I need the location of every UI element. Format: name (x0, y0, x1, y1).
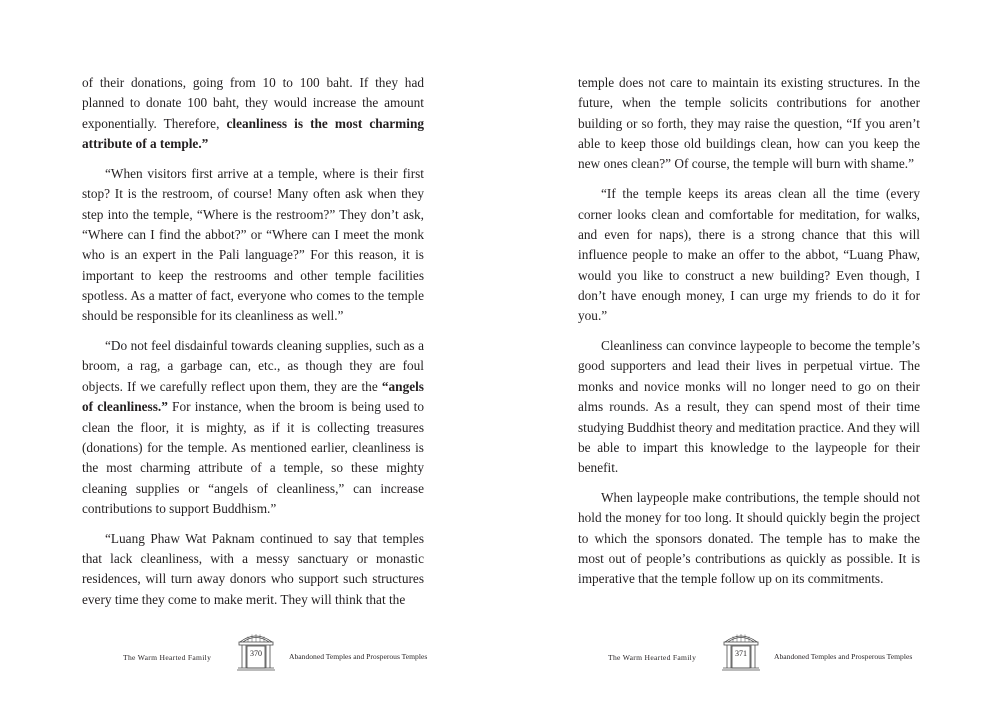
left-page-footer (0, 628, 500, 672)
temple-facade-icon (236, 628, 276, 672)
right-p4-run-1: When laypeople make contributions, the temple should not hold the money for too long. It should quickly begin the project to which the sponsors donated. The temple has to make the most out of people’s contributions as quickly as possible. It is imperative that the temple follow up on its commitments. (578, 490, 920, 587)
left-p1-run-1: of their donations, going from 10 to 100 baht. If they had planned to donate 100 baht, they would increase the amount exponentially. Therefore, (82, 75, 424, 131)
right-page-footer (500, 628, 1000, 672)
left-p3-run-3: For instance, when the broom is being used to clean the floor, it is mighty, as if it is collecting treasures (donations) for the temple. As mentioned earlier, cleanliness is the most charming attribute of a temple, so these mighty cleaning supplies or “angels of cleanliness,” can increase contributions to support Buddhism.” (82, 399, 424, 516)
right-paragraph-4 (578, 488, 920, 590)
footer-book-title: The Warm Hearted Family (123, 653, 212, 662)
left-p3-run-2-bold: “angels of cleanliness.” (82, 378, 424, 415)
left-paragraph-2 (82, 164, 424, 327)
footer-book-title: The Warm Hearted Family (608, 653, 697, 662)
footer-chapter-title: Abandoned Temples and Prosperous Temples (774, 652, 913, 661)
page-number: 371 (735, 649, 747, 658)
right-paragraph-3 (578, 336, 920, 478)
right-paragraph-1 (578, 73, 920, 175)
left-p1-run-2-bold: cleanliness is the most charming attribute of a temple.” (82, 115, 424, 152)
footer-chapter-title: Abandoned Temples and Prosperous Temples (289, 652, 428, 661)
right-page-body (578, 73, 920, 599)
left-paragraph-1 (82, 73, 424, 154)
temple-facade-icon (721, 628, 761, 672)
left-p3-run-1: “Do not feel disdainful towards cleaning supplies, such as a broom, a rag, a garbage can, etc., as though they are foul objects. If we carefully reflect upon them, they are the (82, 338, 424, 394)
right-page (500, 0, 1000, 707)
left-p4-run-1: “Luang Phaw Wat Paknam continued to say that temples that lack cleanliness, with a messy sanctuary or monastic residences, will turn away donors who support such structures every time they come to make merit. They will think that the (82, 530, 424, 607)
right-paragraph-2 (578, 184, 920, 326)
right-p3-run-1: Cleanliness can convince laypeople to become the temple’s good supporters and lead their lives in perpetual virtue. The monks and novice monks will no longer need to go on their alms rounds. As a result, they can spend most of their time studying Buddhist theory and meditation practice. And they will be able to impart this knowledge to the laypeople for their benefit. (578, 338, 920, 476)
left-paragraph-3 (82, 336, 424, 519)
right-p1-run-1: temple does not care to maintain its existing structures. In the future, when the temple solicits contributions for another building or so forth, they may raise the question, “If you aren’t able to keep those old buildings clean, how can you keep the new ones clean?” Of course, the temple will burn with shame.” (578, 75, 920, 172)
left-p2-run-1: “When visitors first arrive at a temple, where is their first stop? It is the restroom, of course! Many often ask when they step into the temple, “Where is the restroom?” They don’t ask, “Where can I find the abbot?” or “Where can I meet the monk who is an expert in the Pali language?” For this reason, it is important to keep the restrooms and other temple facilities spotless. As a matter of fact, everyone who comes to the temple should be responsible for its cleanliness as well.” (82, 165, 424, 324)
left-page-body (82, 73, 424, 620)
left-paragraph-4 (82, 529, 424, 610)
page-number: 370 (250, 649, 262, 658)
right-p2-run-1: “If the temple keeps its areas clean all the time (every corner looks clean and comfortable for meditation, for walks, and even for naps), there is a strong chance that this will influence people to make an offer to the abbot, “Luang Phaw, would you like to construct a new building? Even though, I don’t have enough money, I can urge my friends to do it for you.” (578, 186, 920, 324)
